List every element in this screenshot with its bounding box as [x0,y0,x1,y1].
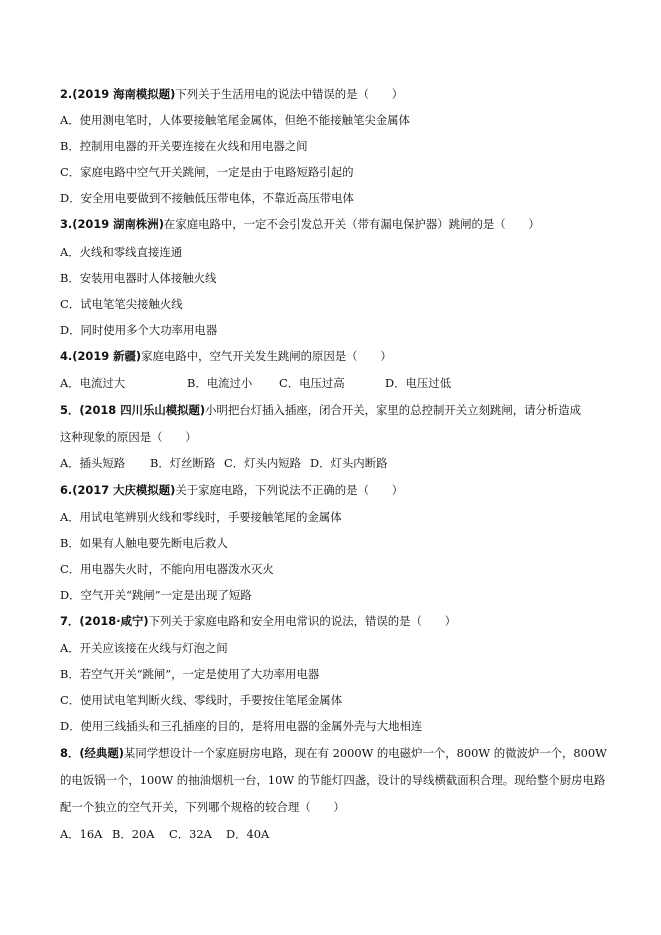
question-4-stem [60,349,620,364]
question-3-option-c: C．试电笔笔尖接触火线 [60,297,183,311]
question-3-option-a: A．火线和零线直接连通 [60,245,183,259]
question-source: (2018 四川乐山模拟题) [79,403,206,417]
option: D．40A [226,827,270,841]
question-8-options [60,827,620,842]
option: C．灯头内短路 [224,456,302,470]
question-5-stem [60,403,620,418]
question-4-options [60,376,620,391]
question-8-stem [60,746,620,761]
option: C．电压过高 [279,376,345,390]
question-2-option-b: B．控制用电器的开关要连接在火线和用电器之间 [60,139,308,153]
question-6-option-a: A．用试电笔辨别火线和零线时，手要接触笔尾的金属体 [60,510,342,524]
question-3-stem [60,217,620,232]
question-7-stem [60,614,620,629]
option: B．灯丝断路 [150,456,216,470]
question-source: (经典题) [79,746,124,760]
question-text: 小明把台灯插入插座，闭合开关，家里的总控制开关立刻跳闸，请分析造成 [205,403,582,417]
question-text: 某同学想设计一个家庭厨房电路，现在有 2000W 的电磁炉一个，800W 的微波炉一个，800W [123,746,607,760]
question-6-option-b: B．如果有人触电要先断电后救人 [60,536,228,550]
option: B．20A [112,827,155,841]
question-2-option-d: D．安全用电要做到不接触低压带电体，不靠近高压带电体 [60,191,354,205]
question-2-stem [60,87,620,102]
question-6-option-c: C．用电器失火时，不能向用电器泼水灭火 [60,562,274,576]
option: C．32A [169,827,212,841]
question-number: 4. [60,349,73,363]
question-number: 8． [60,746,80,760]
question-source: (2018·咸宁) [79,614,149,628]
question-7-option-a: A．开关应该接在火线与灯泡之间 [60,641,228,655]
question-6-stem [60,483,620,498]
question-number: 2. [60,87,73,101]
question-6-option-d: D．空气开关“跳闸”一定是出现了短路 [60,588,252,602]
question-source: (2019 湖南株洲) [72,217,164,231]
question-7-option-c: C．使用试电笔判断火线、零线时，手要按住笔尾金属体 [60,693,343,707]
question-7-option-b: B．若空气开关“跳闸”，一定是使用了大功率用电器 [60,667,320,681]
question-number: 6. [60,483,73,497]
question-text: 家庭电路中，空气开关发生跳闸的原因是（ ） [141,349,392,363]
question-3-option-b: B．安装用电器时人体接触火线 [60,271,217,285]
option: D．电压过低 [385,376,452,390]
option: A．插头短路 [60,456,126,470]
question-text: 下列关于家庭电路和安全用电常识的说法，错误的是（ ） [148,614,457,628]
question-number: 7． [60,614,80,628]
option: D．灯头内断路 [310,456,388,470]
option: B．电流过小 [187,376,253,390]
question-source: (2019 海南模拟题) [72,87,176,101]
option: A．16A [60,827,103,841]
question-2-option-c: C．家庭电路中空气开关跳闸，一定是由于电路短路引起的 [60,165,354,179]
question-text: 在家庭电路中，一定不会引发总开关（带有漏电保护器）跳闸的是（ ） [163,217,540,231]
question-5-options [60,456,620,471]
question-3-option-d: D．同时使用多个大功率用电器 [60,323,218,337]
option: A．电流过大 [60,376,126,390]
question-7-option-d: D．使用三线插头和三孔插座的目的，是将用电器的金属外壳与大地相连 [60,719,423,733]
question-2-option-a: A．使用测电笔时，人体要接触笔尾金属体，但绝不能接触笔尖金属体 [60,113,410,127]
question-number: 5． [60,403,80,417]
question-text: 下列关于生活用电的说法中错误的是（ ） [175,87,404,101]
question-source: (2017 大庆模拟题) [72,483,176,497]
question-8-stem-cont-2: 配一个独立的空气开关，下列哪个规格的较合理（ ） [60,800,345,814]
question-number: 3. [60,217,73,231]
question-8-stem-cont-1: 的电饭锅一个，100W 的抽油烟机一台，10W 的节能灯四盏，设计的导线横截面积合理。现给整个厨房电路 [60,773,606,787]
question-5-stem-cont: 这种现象的原因是（ ） [60,430,197,444]
question-text: 关于家庭电路，下列说法不正确的是（ ） [175,483,404,497]
question-source: (2019 新疆) [72,349,142,363]
